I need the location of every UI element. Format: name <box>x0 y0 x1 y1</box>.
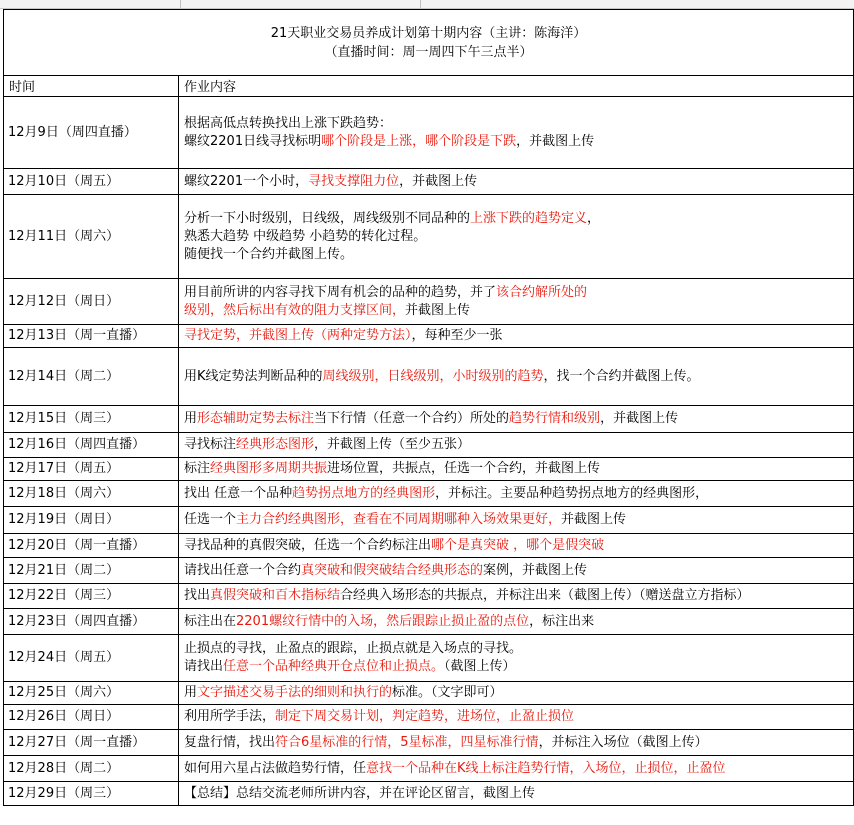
task-cell[interactable] <box>179 348 854 406</box>
highlighted-text: 上涨下跌的趋势定义 <box>470 210 588 226</box>
task-cell[interactable] <box>179 635 854 682</box>
task-line <box>184 173 848 191</box>
task-text: 寻找品种的真假突破，任选一个合约标注出 <box>184 537 432 553</box>
highlighted-text: 制定下周交易计划，判定趋势，进场位，止盈止损位 <box>275 709 575 724</box>
task-text: 标注 <box>184 461 211 476</box>
date-cell[interactable]: 12月23日（周四直播） <box>4 609 179 635</box>
task-text: ，并截图上传 <box>600 411 679 426</box>
task-text: 用目前所讲的内容寻找下周有机会的品种的趋势，并了 <box>184 284 497 300</box>
schedule-sheet <box>3 9 853 806</box>
table-title: 21天职业交易员养成计划第十期内容（主讲：陈海洋） <box>270 26 587 41</box>
task-line <box>184 115 848 133</box>
highlighted-text: 真假突破和百木指标结 <box>210 588 341 603</box>
date-cell[interactable]: 12月14日（周二） <box>4 348 179 406</box>
task-text: ， <box>587 210 601 226</box>
task-text: 合经典入场形态的共振点，并标注出来（截图上传）（赠送盘立方指标） <box>340 588 750 603</box>
task-text: 用 <box>184 411 198 426</box>
table-row <box>4 97 854 169</box>
task-line <box>184 613 848 631</box>
date-cell[interactable]: 12月17日（周五） <box>4 458 179 481</box>
date-cell[interactable]: 12月21日（周二） <box>4 558 179 584</box>
task-text: 请找出任意一个合约 <box>184 562 302 578</box>
task-cell[interactable] <box>179 169 854 195</box>
task-cell[interactable] <box>179 534 854 558</box>
task-text: 熟悉大趋势 中级趋势 小趋势的转化过程。 <box>184 228 427 244</box>
column-divider <box>180 0 181 8</box>
task-text: ，找一个合约并截图上传。 <box>543 368 700 384</box>
task-line <box>184 327 848 345</box>
task-cell[interactable] <box>179 458 854 481</box>
date-cell[interactable]: 12月10日（周五） <box>4 169 179 195</box>
task-line <box>184 133 848 151</box>
table-row <box>4 609 854 635</box>
title-cell[interactable] <box>4 10 854 76</box>
table-row <box>4 481 854 507</box>
task-line <box>184 368 848 386</box>
date-cell[interactable]: 12月22日（周三） <box>4 584 179 609</box>
task-text: 寻找标注 <box>184 437 237 452</box>
table-row <box>4 730 854 756</box>
task-line <box>184 511 848 529</box>
task-text: ，并标注。主要品种趋势拐点地方的经典图形， <box>435 485 709 501</box>
highlighted-text: 级别，然后标出有效的阻力支撑区间， <box>184 302 406 318</box>
task-line <box>184 460 848 478</box>
task-text: 复盘行情，找出 <box>184 734 276 750</box>
task-text: ，并标注入场位（截图上传） <box>538 734 708 750</box>
task-line <box>184 658 848 676</box>
task-text: ，并截图上传（至少五张） <box>314 437 471 452</box>
task-line <box>184 284 848 302</box>
task-text: 【总结】总结交流老师所讲内容，并在评论区留言，截图上传 <box>184 785 536 801</box>
header-time[interactable]: 时间 <box>4 76 179 97</box>
highlighted-text: 文字描述交易手法的细则和执行的 <box>197 685 393 700</box>
highlighted-text: 趋势行情和级别 <box>509 411 601 426</box>
table-row <box>4 584 854 609</box>
date-cell[interactable]: 12月11日（周六） <box>4 195 179 279</box>
date-cell[interactable]: 12月12日（周日） <box>4 279 179 325</box>
highlighted-text: 主力合约经典图形，查看在不同周期哪种入场效果更好， <box>236 512 562 527</box>
highlighted-text: 意找一个品种在K线上标注趋势行情，入场位，止损位，止盈位 <box>366 760 726 776</box>
task-cell[interactable] <box>179 782 854 806</box>
table-row <box>4 507 854 534</box>
task-cell[interactable] <box>179 507 854 534</box>
task-line <box>184 436 848 454</box>
task-text: ，并截图上传 <box>516 133 595 149</box>
highlighted-text: 符合6星标准的行情，5星标准，四星标准行情 <box>275 734 539 750</box>
title-row <box>4 10 854 76</box>
header-task[interactable]: 作业内容 <box>179 76 854 97</box>
table-row <box>4 705 854 730</box>
highlighted-text: 该合约解所处的 <box>496 284 588 300</box>
task-text: 找出 <box>184 588 211 603</box>
highlighted-text: 形态辅助定势去标注 <box>197 411 315 426</box>
table-row <box>4 682 854 705</box>
task-cell[interactable] <box>179 682 854 705</box>
task-text: 用 <box>184 685 198 700</box>
task-text: 如何用六星占法做趋势行情，任 <box>184 760 367 776</box>
task-cell[interactable] <box>179 609 854 635</box>
date-cell[interactable]: 12月20日（周一直播） <box>4 534 179 558</box>
task-line <box>184 708 848 726</box>
task-line <box>184 734 848 752</box>
schedule-table <box>3 9 854 806</box>
task-text: 找出 任意一个品种 <box>184 485 293 501</box>
task-line <box>184 587 848 605</box>
task-text: 任选一个 <box>184 512 237 527</box>
task-text: 随便找一个合约并截图上传。 <box>184 246 354 262</box>
task-line <box>184 537 848 555</box>
date-cell[interactable]: 12月19日（周日） <box>4 507 179 534</box>
table-row <box>4 348 854 406</box>
task-cell[interactable] <box>179 558 854 584</box>
highlighted-text: 哪个是真突破 ，哪个是假突破 <box>431 537 605 553</box>
header-row <box>4 76 854 97</box>
task-text: 并截图上传 <box>405 302 471 318</box>
highlighted-text: 趋势拐点地方的经典图形 <box>292 485 436 501</box>
task-line <box>184 760 848 778</box>
table-row <box>4 635 854 682</box>
spreadsheet-toolbar-strip <box>0 0 854 9</box>
date-cell[interactable]: 12月18日（周六） <box>4 481 179 507</box>
date-cell[interactable]: 12月27日（周一直播） <box>4 730 179 756</box>
task-cell[interactable] <box>179 97 854 169</box>
table-row <box>4 279 854 325</box>
task-cell[interactable] <box>179 279 854 325</box>
task-line <box>184 562 848 580</box>
task-line <box>184 684 848 702</box>
task-line <box>184 485 848 503</box>
table-row <box>4 756 854 782</box>
date-cell[interactable]: 12月28日（周二） <box>4 756 179 782</box>
highlighted-text: 经典图形多周期共振 <box>210 461 328 476</box>
table-row <box>4 458 854 481</box>
task-text: 案例，并截图上传 <box>483 562 588 578</box>
task-line <box>184 246 848 264</box>
table-row <box>4 406 854 433</box>
highlighted-text: 任意一个品种经典开仓点位和止损点。 <box>223 659 445 674</box>
task-cell[interactable] <box>179 584 854 609</box>
highlighted-text: 寻找支撑阻力位 <box>308 173 400 189</box>
task-cell[interactable] <box>179 325 854 348</box>
date-cell[interactable]: 12月13日（周一直播） <box>4 325 179 348</box>
task-cell[interactable] <box>179 705 854 730</box>
highlighted-text: 周线级别，日线级别，小时级别的趋势 <box>322 368 544 384</box>
task-text: （截图上传） <box>444 659 516 674</box>
task-cell[interactable] <box>179 433 854 458</box>
task-line <box>184 302 848 320</box>
table-row <box>4 325 854 348</box>
task-line <box>184 228 848 246</box>
task-line <box>184 640 848 658</box>
table-row <box>4 433 854 458</box>
task-text: 根据高低点转换找出上涨下跌趋势： <box>184 115 393 131</box>
table-row <box>4 558 854 584</box>
task-cell[interactable] <box>179 756 854 782</box>
broadcast-time-note: （直播时间：周一周四下午三点半） <box>324 45 533 60</box>
task-text: ，标注出来 <box>529 613 595 629</box>
task-cell[interactable] <box>179 730 854 756</box>
date-cell[interactable]: 12月24日（周五） <box>4 635 179 682</box>
date-cell[interactable]: 12月15日（周三） <box>4 406 179 433</box>
task-text: ，每种至少一张 <box>411 328 503 343</box>
table-row <box>4 782 854 806</box>
date-cell[interactable]: 12月26日（周日） <box>4 705 179 730</box>
task-cell[interactable] <box>179 406 854 433</box>
task-line <box>184 785 848 803</box>
highlighted-text: 经典形态图形 <box>236 437 315 452</box>
highlighted-text: 寻找定势，并截图上传（两种定势方法） <box>184 328 412 343</box>
task-text: 用K线定势法判断品种的 <box>184 368 323 384</box>
date-cell[interactable]: 12月25日（周六） <box>4 682 179 705</box>
task-text: 请找出 <box>184 659 224 674</box>
table-row <box>4 169 854 195</box>
task-line <box>184 210 848 228</box>
task-line <box>184 410 848 428</box>
column-divider <box>420 0 421 8</box>
highlighted-text: 2201螺纹行情中的入场，然后跟踪止损止盈的点位 <box>236 613 530 629</box>
date-cell[interactable]: 12月29日（周三） <box>4 782 179 806</box>
task-text: 止损点的寻找，止盈点的跟踪，止损点就是入场点的寻找。 <box>184 641 523 656</box>
date-cell[interactable]: 12月9日（周四直播） <box>4 97 179 169</box>
task-text: 螺纹2201一个小时， <box>184 173 309 189</box>
task-text: 利用所学手法， <box>184 709 276 724</box>
task-cell[interactable] <box>179 195 854 279</box>
date-cell[interactable]: 12月16日（周四直播） <box>4 433 179 458</box>
task-text: 进场位置，共振点，任选一个合约，并截图上传 <box>327 461 601 476</box>
highlighted-text: 真突破和假突破结合经典形态的 <box>301 562 484 578</box>
task-text: 螺纹2201日线寻找标明 <box>184 133 322 149</box>
task-cell[interactable] <box>179 481 854 507</box>
table-row <box>4 195 854 279</box>
task-text: ，并截图上传 <box>399 173 478 189</box>
highlighted-text: 哪个阶段是上涨，哪个阶段是下跌 <box>321 133 517 149</box>
task-text: 标准。（文字即可） <box>392 685 503 700</box>
task-text: 当下行情（任意一个合约）所处的 <box>314 411 510 426</box>
task-text: 并截图上传 <box>561 512 627 527</box>
task-text: 标注出在 <box>184 613 237 629</box>
table-row <box>4 534 854 558</box>
task-text: 分析一下小时级别，日线级，周线级别不同品种的 <box>184 210 471 226</box>
